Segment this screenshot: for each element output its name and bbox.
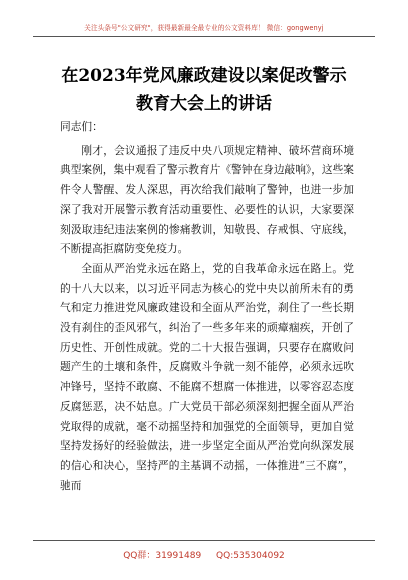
document-title: 在2023年党风廉政建设以案促改警示教育大会上的讲话	[61, 66, 347, 114]
header-divider	[33, 36, 375, 37]
document-body	[60, 117, 354, 495]
header-banner: 关注头条号"公文研究"，获得最新最全最专业的公文资料库！ 微信：gongwenyj	[84, 24, 324, 32]
body-paragraph: 全面从严治党永远在路上，党的自我革命永远在路上。党的十八大以来，以习近平同志为核心的党中央以前所未有的勇气和定力推进党风廉政建设和全面从严治党，刹住了一些长期没有刹住的歪风邪气，纠治了一些多年来的顽瘴痼疾，开创了历史性、开创性成就。党的二十大报告强调，只要存在腐败问题产生的土壤和条件，反腐败斗争就一刻不能停，必须永远吹冲锋号，坚持不敢腐、不能腐不想腐一体推进，以零容忍态度反腐惩恶，决不姑息。广大党员干部必须深刻把握全面从严治党取得的成就，毫不动摇坚持和加强党的全面领导，更加自觉坚持发扬好的经验做法，进一步坚定全面从严治党向纵深发展的信心和决心，坚持严的主基调不动摇，一体推进“三不腐”，驰而	[60, 261, 354, 492]
footer-divider	[33, 540, 375, 541]
footer-qq-contact: QQ:535304092	[216, 551, 285, 561]
body-paragraph: 刚才，会议通报了违反中央八项规定精神、破坏营商环境典型案例，集中观看了警示教育片《警钟在身边敲响》，这些案件令人警醒、发人深思，再次给我们敲响了警钟，也进一步加深了我对开展警示教育活动重要性、必要性的认识，大家要深刻汲取违纪违法案例的惨痛教训，知敬畏、存戒惧、守底线，不断提高拒腐防变免疫力。	[60, 143, 354, 256]
footer-qq-group: QQ群：31991489	[123, 551, 202, 561]
footer	[0, 548, 408, 561]
salutation: 同志们：	[60, 120, 103, 133]
